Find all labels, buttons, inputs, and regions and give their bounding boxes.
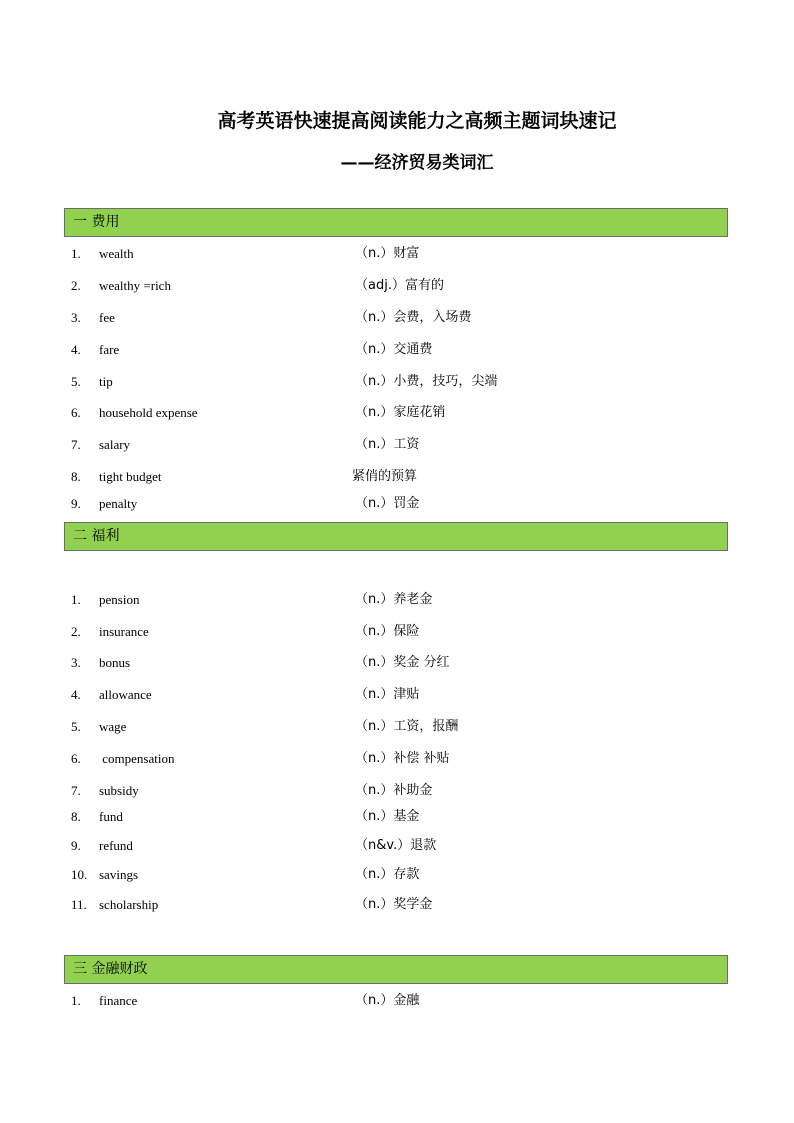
english-term: refund [99, 838, 133, 853]
english-term: wage [99, 719, 127, 734]
chinese-definition: （n.）工资 [355, 437, 420, 452]
vocab-row [71, 372, 721, 392]
english-term: bonus [99, 655, 131, 670]
english-term: allowance [99, 687, 152, 702]
item-number: 10. [71, 867, 88, 882]
vocab-row [71, 308, 721, 328]
item-number: 2. [71, 278, 81, 293]
item-number: 11. [71, 897, 87, 912]
vocab-row [71, 836, 721, 856]
chinese-definition: （n.）家庭花销 [355, 405, 446, 420]
english-term: fund [99, 809, 123, 824]
vocab-row [71, 467, 721, 487]
english-term: fee [99, 310, 115, 325]
vocab-row [71, 276, 721, 296]
chinese-definition: （n.）补偿 补贴 [355, 751, 450, 766]
vocab-row [71, 494, 721, 514]
chinese-definition: （n.）工资，报酬 [355, 719, 459, 734]
item-number: 7. [71, 437, 81, 452]
english-term: penalty [99, 496, 138, 511]
english-term: tight budget [99, 469, 162, 484]
english-term: household expense [99, 405, 198, 420]
english-term: salary [99, 437, 131, 452]
item-number: 5. [71, 374, 81, 389]
vocab-row [71, 717, 721, 737]
vocab-row [71, 991, 721, 1011]
english-term: scholarship [99, 897, 159, 912]
item-number: 2. [71, 624, 81, 639]
english-term: savings [99, 867, 138, 882]
chinese-definition: （n.）罚金 [355, 496, 420, 511]
english-term: tip [99, 374, 113, 389]
english-term: wealthy =rich [99, 278, 171, 293]
item-number: 4. [71, 342, 81, 357]
item-number: 6. [71, 751, 81, 766]
chinese-definition: （n.）奖学金 [355, 897, 433, 912]
vocab-row [71, 781, 721, 801]
section-heading-benefits: 二 福利 [64, 522, 728, 551]
chinese-definition: （n.）奖金 分红 [355, 655, 450, 670]
english-term: finance [99, 993, 138, 1008]
item-number: 6. [71, 405, 81, 420]
chinese-definition: （n.）保险 [355, 624, 420, 639]
page-subtitle: ——经济贸易类词汇 [340, 153, 494, 173]
page-title: 高考英语快速提高阅读能力之高频主题词块速记 [217, 110, 617, 132]
chinese-definition: （n.）基金 [355, 809, 420, 824]
chinese-definition: （n.）财富 [355, 246, 420, 261]
chinese-definition: （n.）补助金 [355, 783, 433, 798]
item-number: 8. [71, 809, 81, 824]
item-number: 1. [71, 592, 81, 607]
item-number: 5. [71, 719, 81, 734]
item-number: 3. [71, 310, 81, 325]
vocab-row [71, 653, 721, 673]
chinese-definition: 紧俏的预算 [352, 469, 418, 484]
section-heading-finance: 三 金融财政 [64, 955, 728, 984]
section-heading-fees: 一 费用 [64, 208, 728, 237]
item-number: 1. [71, 993, 81, 1008]
english-term: pension [99, 592, 140, 607]
vocab-row [71, 435, 721, 455]
english-term: compensation [99, 751, 175, 766]
chinese-definition: （n.）会费，入场费 [355, 310, 472, 325]
vocab-row [71, 865, 721, 885]
vocab-row [71, 749, 721, 769]
item-number: 9. [71, 496, 81, 511]
vocab-row [71, 340, 721, 360]
chinese-definition: （n.）存款 [355, 867, 420, 882]
vocab-row [71, 622, 721, 642]
vocab-row [71, 685, 721, 705]
vocab-row [71, 590, 721, 610]
vocab-row [71, 244, 721, 264]
item-number: 7. [71, 783, 81, 798]
item-number: 8. [71, 469, 81, 484]
chinese-definition: （n.）养老金 [355, 592, 433, 607]
item-number: 4. [71, 687, 81, 702]
vocab-row [71, 403, 721, 423]
english-term: subsidy [99, 783, 139, 798]
vocab-row [71, 807, 721, 827]
chinese-definition: （n&v.）退款 [355, 838, 437, 853]
item-number: 3. [71, 655, 81, 670]
chinese-definition: （n.）小费，技巧，尖端 [355, 374, 498, 389]
chinese-definition: （n.）津贴 [355, 687, 420, 702]
english-term: insurance [99, 624, 149, 639]
english-term: fare [99, 342, 120, 357]
item-number: 9. [71, 838, 81, 853]
vocab-row [71, 895, 721, 915]
chinese-definition: （n.）金融 [355, 993, 420, 1008]
item-number: 1. [71, 246, 81, 261]
chinese-definition: （adj.）富有的 [355, 278, 444, 293]
english-term: wealth [99, 246, 134, 261]
chinese-definition: （n.）交通费 [355, 342, 433, 357]
